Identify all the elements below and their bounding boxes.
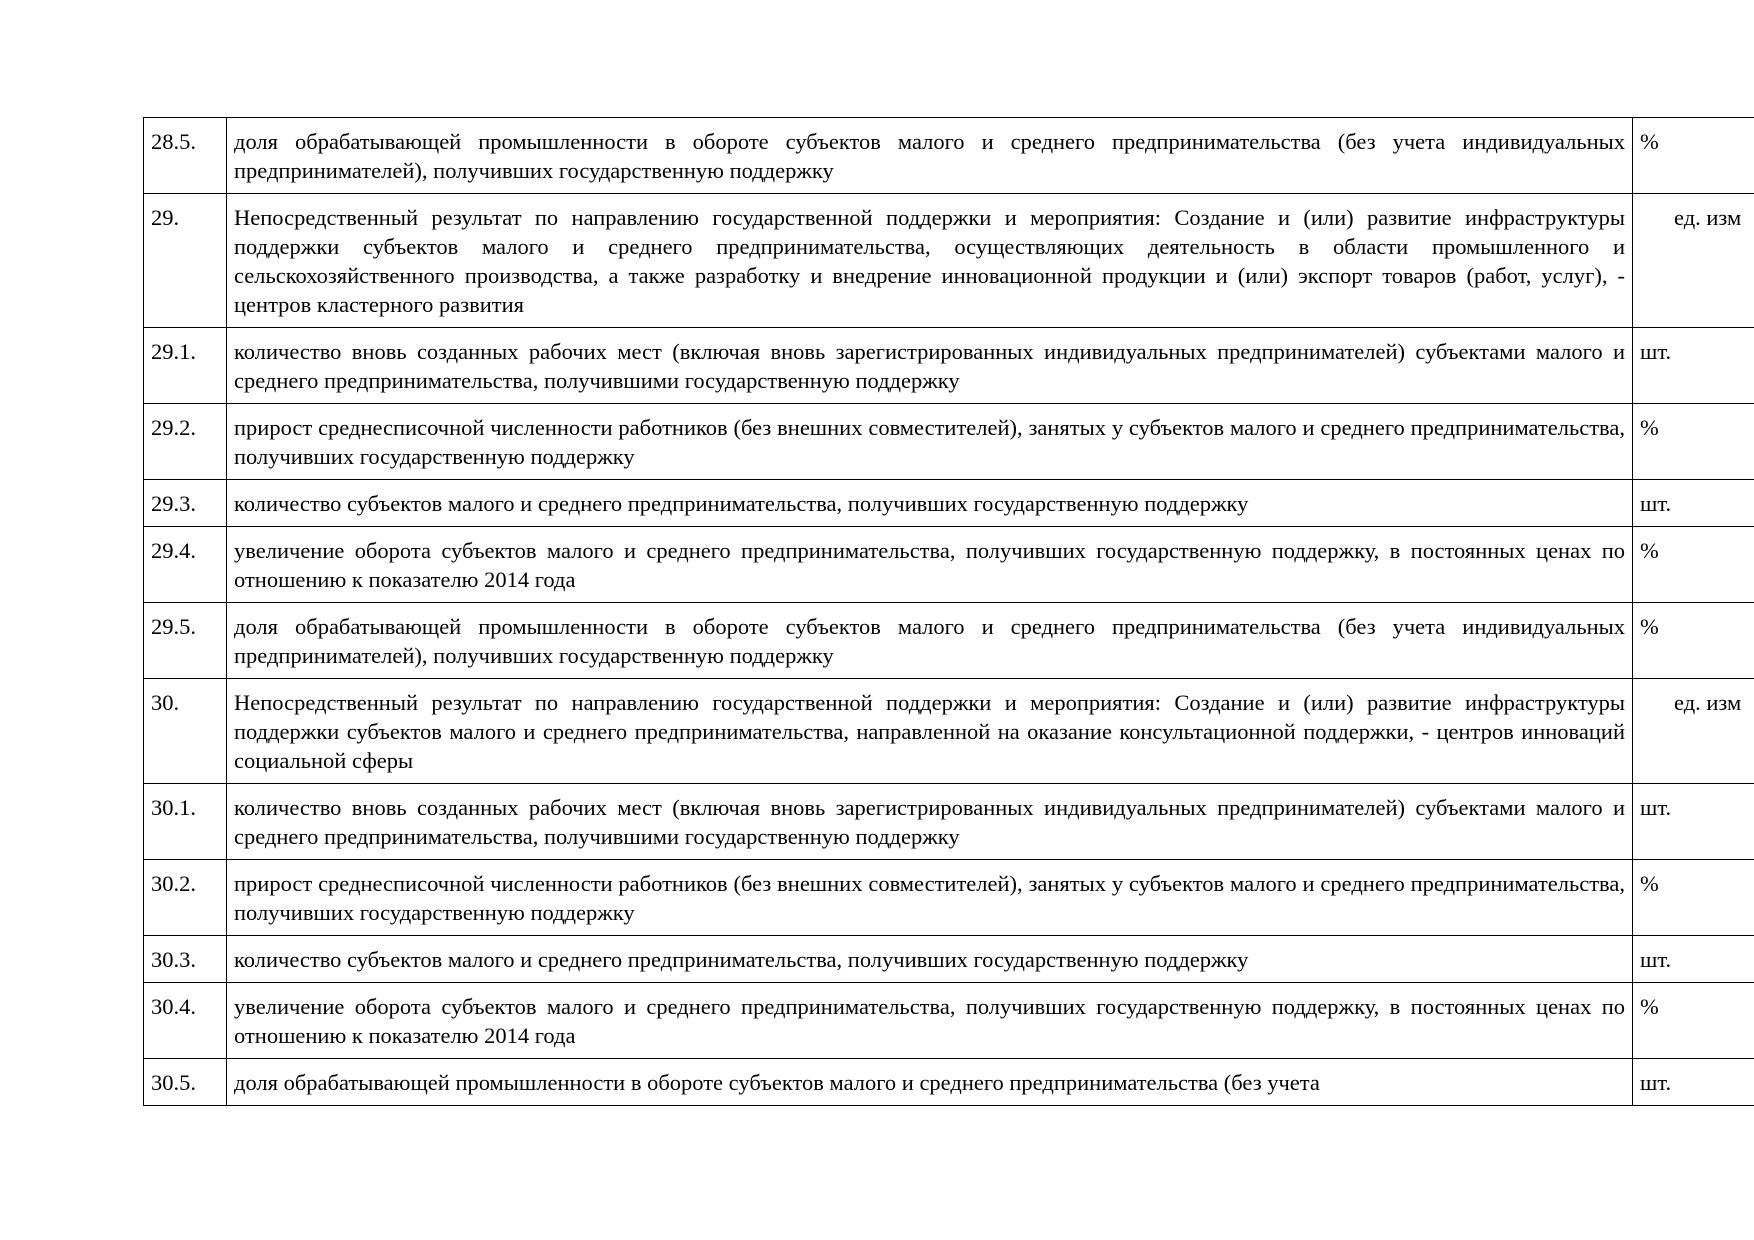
table-row <box>144 983 1754 1059</box>
table-row <box>144 527 1754 603</box>
unit-of-measure: шт. <box>1633 328 1754 404</box>
indicator-text: Непосредственный результат по направлению государственной поддержки и мероприятия: Создание и (или) развитие инфраструктуры поддержки субъектов малого и среднего предпринимательства, осуществляющих деятельность в области промышленного и сельскохозяйственного производства, а также разработку и внедрение инновационной продукции и (или) экспорт товаров (работ, услуг), - центров кластерного развития <box>227 194 1633 328</box>
unit-of-measure: шт. <box>1633 1059 1754 1106</box>
row-number: 29.2. <box>144 404 227 480</box>
indicator-text: доля обрабатывающей промышленности в обороте субъектов малого и среднего предпринимательства (без учета <box>227 1059 1633 1106</box>
table-row <box>144 480 1754 527</box>
indicator-text: прирост среднесписочной численности работников (без внешних совместителей), занятых у субъектов малого и среднего предпринимательства, получивших государственную поддержку <box>227 860 1633 936</box>
row-number: 29.4. <box>144 527 227 603</box>
row-number: 29. <box>144 194 227 328</box>
row-number: 30.5. <box>144 1059 227 1106</box>
table-row <box>144 118 1754 194</box>
unit-of-measure: % <box>1633 527 1754 603</box>
unit-of-measure: ед. изм <box>1633 194 1754 328</box>
indicator-text: увеличение оборота субъектов малого и среднего предпринимательства, получивших государственную поддержку, в постоянных ценах по отношению к показателю 2014 года <box>227 527 1633 603</box>
row-number: 30. <box>144 679 227 784</box>
table-row <box>144 603 1754 679</box>
table-row <box>144 679 1754 784</box>
indicators-table <box>143 117 1754 1106</box>
unit-of-measure: % <box>1633 603 1754 679</box>
unit-of-measure: % <box>1633 118 1754 194</box>
table-row <box>144 404 1754 480</box>
row-number: 30.2. <box>144 860 227 936</box>
unit-of-measure: шт. <box>1633 480 1754 527</box>
row-number: 29.1. <box>144 328 227 404</box>
table-row <box>144 936 1754 983</box>
row-number: 30.1. <box>144 784 227 860</box>
unit-of-measure: % <box>1633 983 1754 1059</box>
table-row <box>144 194 1754 328</box>
indicator-text: Непосредственный результат по направлению государственной поддержки и мероприятия: Создание и (или) развитие инфраструктуры поддержки субъектов малого и среднего предпринимательства, направленной на оказание консультационной поддержки, - центров инноваций социальной сферы <box>227 679 1633 784</box>
indicator-text: количество субъектов малого и среднего предпринимательства, получивших государственную поддержку <box>227 936 1633 983</box>
indicator-text: доля обрабатывающей промышленности в обороте субъектов малого и среднего предпринимательства (без учета индивидуальных предпринимателей), получивших государственную поддержку <box>227 118 1633 194</box>
table-row <box>144 860 1754 936</box>
table-row <box>144 1059 1754 1106</box>
unit-of-measure: шт. <box>1633 784 1754 860</box>
row-number: 29.5. <box>144 603 227 679</box>
row-number: 28.5. <box>144 118 227 194</box>
indicator-text: прирост среднесписочной численности работников (без внешних совместителей), занятых у субъектов малого и среднего предпринимательства, получивших государственную поддержку <box>227 404 1633 480</box>
row-number: 29.3. <box>144 480 227 527</box>
unit-of-measure: % <box>1633 860 1754 936</box>
indicator-text: доля обрабатывающей промышленности в обороте субъектов малого и среднего предпринимательства (без учета индивидуальных предпринимателей), получивших государственную поддержку <box>227 603 1633 679</box>
indicator-text: количество субъектов малого и среднего предпринимательства, получивших государственную поддержку <box>227 480 1633 527</box>
row-number: 30.4. <box>144 983 227 1059</box>
table-row <box>144 784 1754 860</box>
unit-of-measure: % <box>1633 404 1754 480</box>
indicator-text: количество вновь созданных рабочих мест (включая вновь зарегистрированных индивидуальных предпринимателей) субъектами малого и среднего предпринимательства, получившими государственную поддержку <box>227 784 1633 860</box>
indicator-text: увеличение оборота субъектов малого и среднего предпринимательства, получивших государственную поддержку, в постоянных ценах по отношению к показателю 2014 года <box>227 983 1633 1059</box>
indicator-text: количество вновь созданных рабочих мест (включая вновь зарегистрированных индивидуальных предпринимателей) субъектами малого и среднего предпринимательства, получившими государственную поддержку <box>227 328 1633 404</box>
unit-of-measure: шт. <box>1633 936 1754 983</box>
unit-of-measure: ед. изм <box>1633 679 1754 784</box>
table-row <box>144 328 1754 404</box>
row-number: 30.3. <box>144 936 227 983</box>
